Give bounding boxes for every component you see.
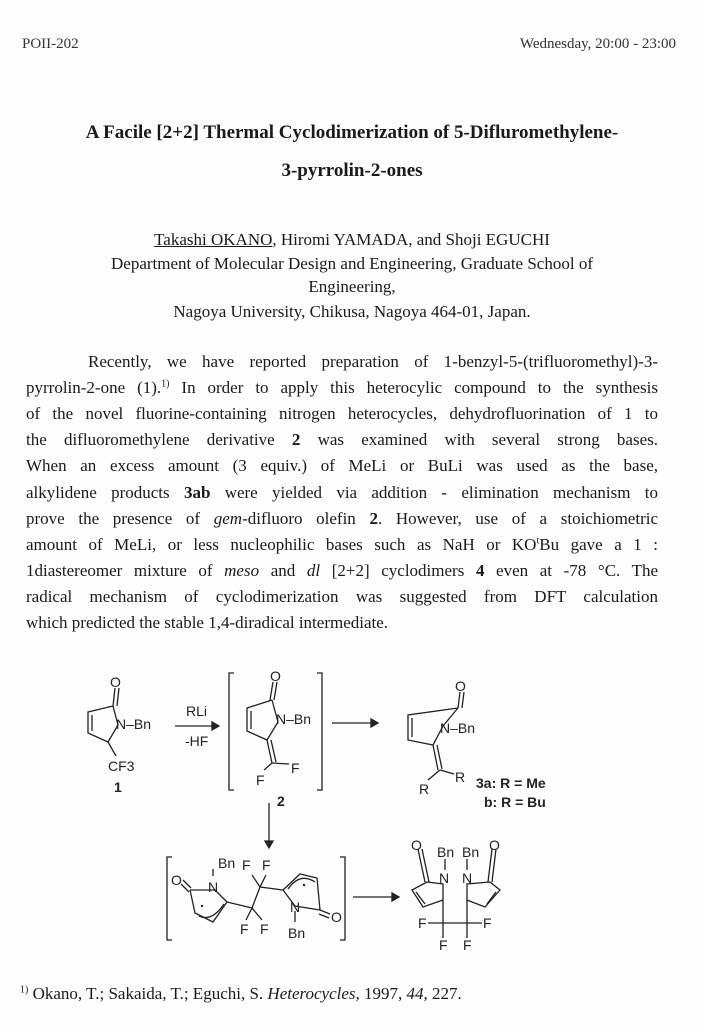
title-line-2: 3-pyrrolin-2-ones — [281, 160, 423, 181]
c4-nitrogen-2: N — [462, 870, 473, 886]
body-text-segment: gem — [213, 509, 243, 528]
body-text-segment: dl — [306, 561, 321, 580]
c4-fluorine-3: F — [439, 937, 448, 953]
compound-1 — [88, 674, 151, 795]
c1-cf3: CF3 — [108, 758, 135, 774]
body-text-segment: 1) — [161, 378, 170, 390]
body-text-segment: to — [632, 404, 658, 423]
affiliation-line-1: Department of Molecular Design and Engineering, Graduate School of — [111, 254, 593, 273]
body-text-segment: radical mechanism of cyclodimerization was suggested from DFT calculation — [26, 587, 658, 606]
c3-r-2: R — [419, 781, 430, 797]
c4-nitrogen-1: N — [439, 870, 450, 886]
body-text-segment: amount of MeLi, or less nucleophilic bases such as NaH or KO — [26, 535, 537, 554]
cyclodimer-4 — [411, 837, 500, 953]
body-text-segment: was examined with several strong bases. — [300, 430, 658, 449]
c3-nitrogen-benzyl: N–Bn — [440, 720, 476, 736]
body-text-segment: pyrrolin-2-one ( — [26, 378, 143, 397]
c2-fluorine-1: F — [291, 760, 300, 776]
compound-3b-label: b: R = Bu — [484, 794, 546, 810]
body-text-segment: 1 — [142, 378, 152, 397]
body-text-segment: ). — [151, 378, 162, 397]
body-text-segment: and — [259, 561, 307, 580]
body-text-segment: 3ab — [183, 483, 211, 502]
body-text-segment: 2 — [291, 430, 301, 449]
body-text-segment: When an excess amount (3 equiv.) of MeLi or BuLi was used as the base, — [26, 456, 658, 475]
body-text-segment: the difluoromethylene derivative — [26, 430, 292, 449]
c4-fluorine-4: F — [463, 937, 472, 953]
body-text-segment: even at -78 °C. The — [484, 561, 659, 580]
c4-benzyl-2: Bn — [462, 844, 480, 860]
affiliation-line-2: Engineering, — [308, 277, 396, 296]
body-text-segment: Bu gave a 1 : — [539, 535, 658, 554]
c2-nitrogen-benzyl: N–Bn — [276, 711, 312, 727]
body-text-segment: Recently, we have reported preparation of 1-benzyl-5-(trifluoromethyl)-3- — [88, 352, 658, 371]
rad-oxygen-1: O — [171, 872, 182, 888]
footnote — [20, 984, 462, 1004]
c1-oxygen: O — [110, 674, 121, 690]
reagent-hf: -HF — [185, 733, 209, 749]
rad-nitrogen-1: N — [208, 879, 219, 895]
c3-r-1: R — [455, 769, 466, 785]
body-text-segment: prove the presence of — [26, 509, 214, 528]
compound-3 — [408, 678, 546, 810]
session-time: Wednesday, 20:00 - 23:00 — [519, 36, 676, 52]
poster-code: POII-202 — [22, 36, 79, 52]
rad-fluorine-d: F — [260, 921, 269, 937]
footnote-authors: Okano, T.; Sakaida, T.; Eguchi, S. — [28, 984, 268, 1003]
co-authors: , Hiromi YAMADA, and Shoji EGUCHI — [272, 230, 550, 249]
affiliation-line-3: Nagoya University, Chikusa, Nagoya 464-01, Japan. — [173, 302, 531, 321]
c4-fluorine-1: F — [418, 915, 427, 931]
diradical-intermediate — [167, 855, 345, 941]
c4-oxygen-1: O — [411, 837, 422, 853]
body-text-segment: which predicted the stable 1,4-diradical intermediate. — [26, 613, 389, 632]
c2-fluorine-2: F — [256, 772, 265, 788]
body-text-segment: were yielded via addition - elimination mechanism to — [210, 483, 658, 502]
compound-2-label: 2 — [277, 793, 285, 809]
body-text-segment: . However, use of a stoichiometric — [377, 509, 658, 528]
rad-benzyl-1: Bn — [218, 855, 236, 871]
body-text-segment: alkylidene products — [26, 483, 184, 502]
footnote-volume: 44 — [406, 984, 424, 1003]
c4-benzyl-1: Bn — [437, 844, 455, 860]
body-text-segment: 4 — [475, 561, 485, 580]
body-text-segment: meso — [224, 561, 260, 580]
c1-nitrogen-benzyl: N–Bn — [116, 716, 152, 732]
rad-oxygen-2: O — [331, 909, 342, 925]
rad-benzyl-2: Bn — [288, 925, 306, 941]
footnote-journal: Heterocycles — [267, 984, 356, 1003]
c4-fluorine-2: F — [483, 915, 492, 931]
c4-oxygen-2: O — [489, 837, 500, 853]
body-text-segment: 1diastereomer mixture of — [26, 561, 225, 580]
presenting-author: Takashi OKANO — [154, 230, 273, 249]
rad-nitrogen-2: N — [290, 899, 301, 915]
body-text-segment: -difluoro olefin — [242, 509, 370, 528]
body-text-segment: 1 — [624, 404, 633, 423]
reagent-rli: RLi — [186, 703, 208, 719]
c3-oxygen: O — [455, 678, 466, 694]
footnote-mark: 1) — [20, 984, 29, 996]
c2-oxygen: O — [270, 668, 281, 684]
body-text-segment: t — [536, 535, 540, 547]
compound-1-label: 1 — [114, 779, 122, 795]
rad-fluorine-a: F — [242, 857, 251, 873]
body-text-segment: In order to apply this heterocylic compound to the synthesis — [169, 378, 658, 397]
body-text-segment: of the novel fluorine-containing nitrogen heterocycles, dehydrofluorination of — [26, 404, 624, 423]
rad-fluorine-b: F — [262, 857, 271, 873]
footnote-year: , 1997, — [355, 984, 407, 1003]
body-text-segment: [2+2] cyclodimers — [320, 561, 476, 580]
footnote-pages: , 227. — [423, 984, 462, 1003]
compound-2 — [229, 668, 322, 809]
rad-fluorine-c: F — [240, 921, 249, 937]
compound-3a-label: 3a: R = Me — [476, 775, 546, 791]
title-line-1: A Facile [2+2] Thermal Cyclodimerization of 5-Difluromethylene- — [85, 122, 619, 143]
body-text-segment: 2 — [369, 509, 378, 528]
